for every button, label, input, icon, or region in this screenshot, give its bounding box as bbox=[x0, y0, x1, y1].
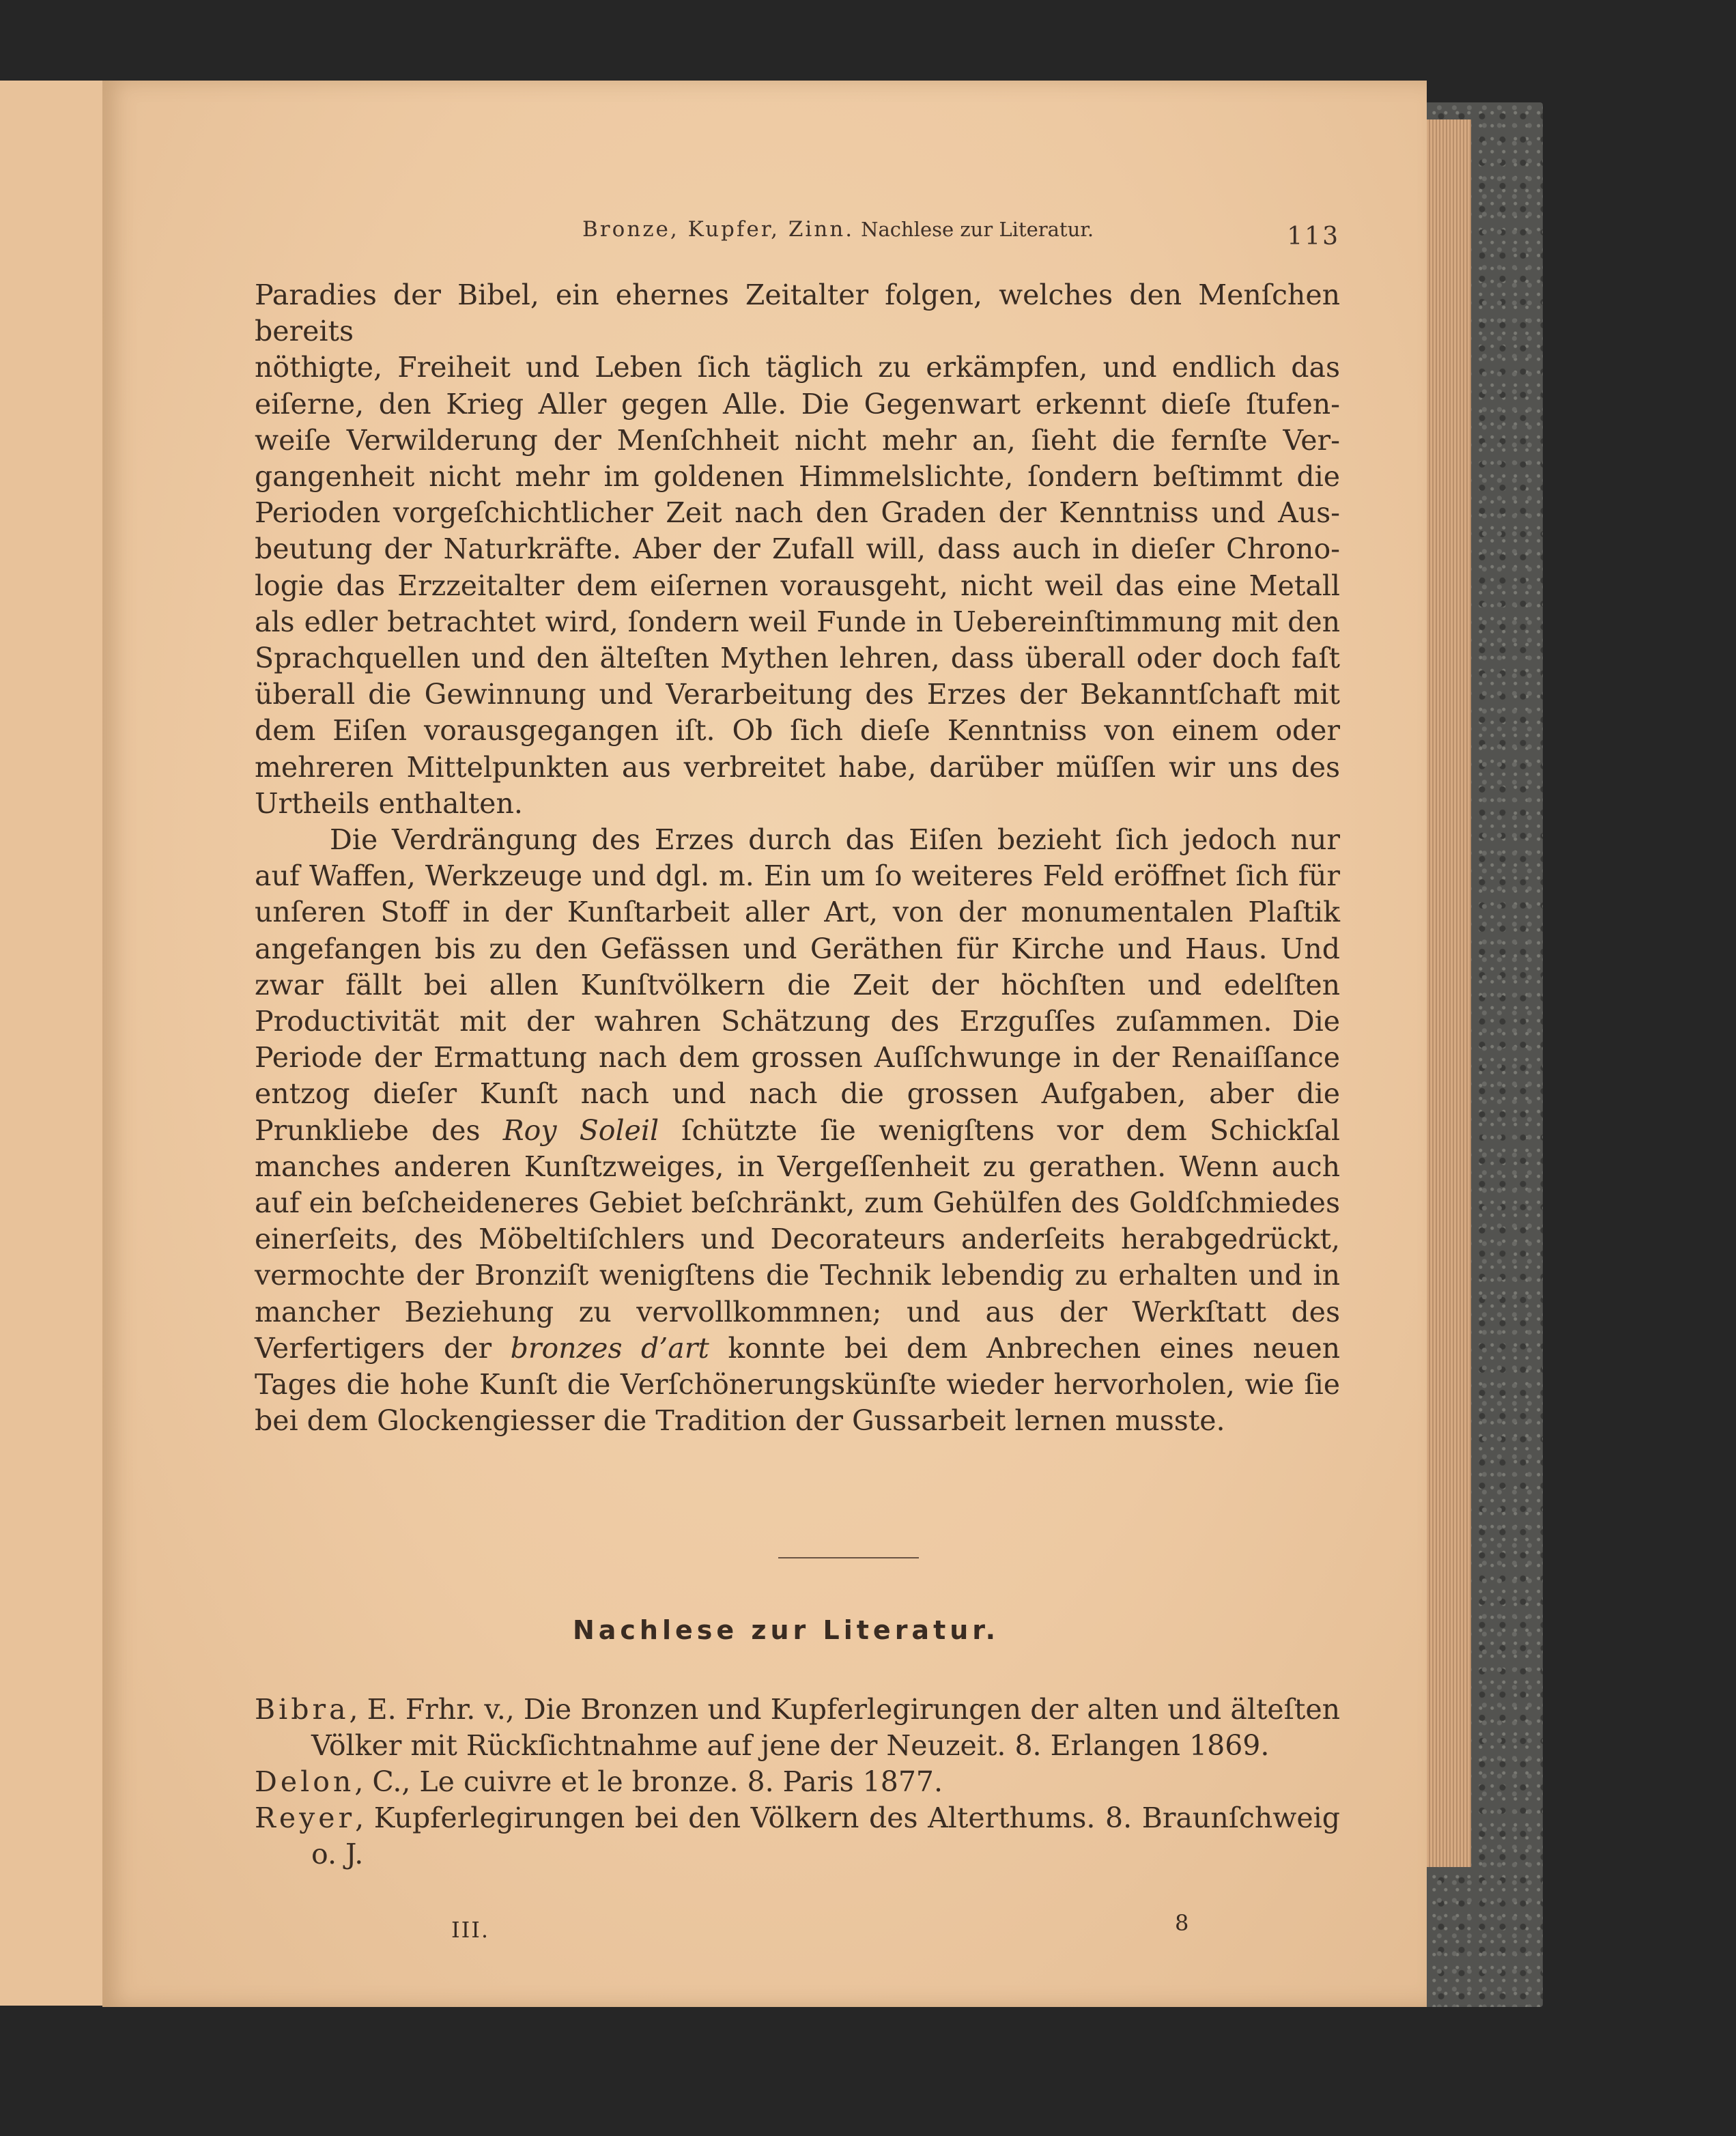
page-edges bbox=[1423, 119, 1471, 1867]
text-line: Sprachquellen und den älteſten Mythen lehren, dass überall oder doch faſt bbox=[255, 642, 1340, 675]
entry-author: Reyer bbox=[255, 1802, 356, 1834]
paragraph-2-part-1: Die Verdrängung des Erzes durch das Eiſen bezieht ſich jedoch nur auf Waffen, Werkzeuge und dgl. m. Ein um ſo weiteres Feld eröffnet ſich für unſeren Stoff in der Kunſtarbeit aller Art, von der monumentalen Plaſtik angefangen bis zu den Gefässen und Geräthen für Kirche und Haus. Und zwar fällt bei allen Kunſtvölkern die Zeit der höchſten und edelſten Productivität mit der wahren Schätzung des Erzguſſes zuſammen. Die Periode der Ermattung nach dem grossen Auſſchwunge in der Renaiſſance entzog dieſer Kunſt nach und nach die grossen Aufgaben, aber die Prunkliebe des bbox=[255, 823, 1340, 1147]
entry-author: Delon bbox=[255, 1765, 355, 1798]
text-line: überall die Gewinnung und Verarbeitung des Erzes der Bekanntſchaft mit bbox=[255, 678, 1340, 711]
text-line: dem Eiſen vorausgegangen iſt. Ob ſich dieſe Kenntniss von einem oder bbox=[255, 714, 1340, 747]
text-line: als edler betrachtet wird, ſondern weil Funde in Uebereinſtimmung mit den bbox=[255, 605, 1340, 638]
entry-text: , E. Frhr. v., Die Bronzen und Kupferlegirungen der alten und älteſten Völker mit Rückſichtnahme auf jene der Neuzeit. 8. Erlangen 1869. bbox=[311, 1693, 1340, 1762]
italic-bronzes-dart: bronzes d’art bbox=[510, 1331, 709, 1365]
entry-text: , C., Le cuivre et le bronze. 8. Paris 1877. bbox=[354, 1765, 943, 1798]
bibliography-list bbox=[255, 1692, 1340, 1872]
book-page bbox=[102, 81, 1427, 2007]
entry-author: Bibra bbox=[255, 1693, 350, 1726]
page-footer bbox=[255, 1910, 1340, 1951]
text-line: eiſerne, den Krieg Aller gegen Alle. Die Gegenwart erkennt dieſe ſtufen- bbox=[255, 387, 1340, 421]
text-line: logie das Erzzeitalter dem eiſernen vorausgeht, nicht weil das eine Metall bbox=[255, 569, 1340, 602]
left-page-edge bbox=[0, 81, 104, 2006]
signature-mark: III. bbox=[451, 1917, 490, 1943]
bibliography-entry bbox=[255, 1692, 1340, 1764]
bibliography-entry bbox=[255, 1800, 1340, 1872]
text-line: nöthigte, Freiheit und Leben ſich täglich zu erkämpfen, und endlich das bbox=[255, 351, 1340, 384]
running-title-sub: Nachlese zur Literatur. bbox=[861, 218, 1094, 241]
paragraph-2-part-2: ſchützte ſie wenigſtens vor dem Schickſal manches anderen Kunſtzweiges, in Vergeſſenheit zu gerathen. Wenn auch auf ein beſcheideneres Gebiet beſchränkt, zum Gehülfen des Goldſchmiedes einerſeits, des Möbeltiſchlers und Decorateurs anderſeits herabgedrückt, vermochte der Bronziſt wenigſtens die Technik lebendig zu erhalten und in mancher Beziehung zu vervollkommnen; und aus der Werkſtatt des Verfertigers der bbox=[255, 1113, 1341, 1365]
text-line: Urtheils enthalten. bbox=[255, 786, 523, 820]
text-line: gangenheit nicht mehr im goldenen Himmelslichte, ſondern beſtimmt die bbox=[255, 460, 1340, 494]
running-title bbox=[582, 217, 1094, 242]
paragraph-2 bbox=[255, 822, 1340, 1439]
text-line: Perioden vorgeſchichtlicher Zeit nach den Graden der Kenntniss und Aus- bbox=[255, 496, 1340, 530]
paragraph-1 bbox=[255, 277, 1340, 822]
entry-text: , Kupferlegirungen bei den Völkern des Alterthums. 8. Braunſchweig o. J. bbox=[311, 1802, 1340, 1870]
body-text bbox=[255, 277, 1340, 1440]
section-divider bbox=[778, 1557, 919, 1558]
page-number: 113 bbox=[1287, 223, 1340, 251]
sheet-number: 8 bbox=[1175, 1910, 1189, 1936]
bibliography-entry bbox=[255, 1764, 1340, 1800]
text-line: weiſe Verwilderung der Menſchheit nicht mehr an, ſieht die fernſte Ver- bbox=[255, 423, 1340, 457]
text-line: Paradies der Bibel, ein ehernes Zeitalter folgen, welches den Menſchen bereits bbox=[255, 279, 1340, 348]
running-head bbox=[255, 217, 1340, 258]
running-title-main: Bronze, Kupfer, Zinn. bbox=[582, 217, 855, 242]
text-line: beutung der Naturkräfte. Aber der Zufall will, dass auch in dieſer Chrono- bbox=[255, 532, 1340, 566]
paragraph-2-part-3: konnte bei dem Anbrechen eines neuen Tages die hohe Kunſt die Verſchönerungskünſte wieder hervorholen, wie ſie bei dem Glockengiesser die Tradition der Gussarbeit lernen musste. bbox=[255, 1331, 1340, 1438]
italic-roy-soleil: Roy Soleil bbox=[502, 1113, 659, 1147]
text-line: mehreren Mittelpunkten aus verbreitet habe, darüber müſſen wir uns des bbox=[255, 750, 1340, 784]
section-title: Nachlese zur Literatur. bbox=[572, 1615, 1000, 1645]
